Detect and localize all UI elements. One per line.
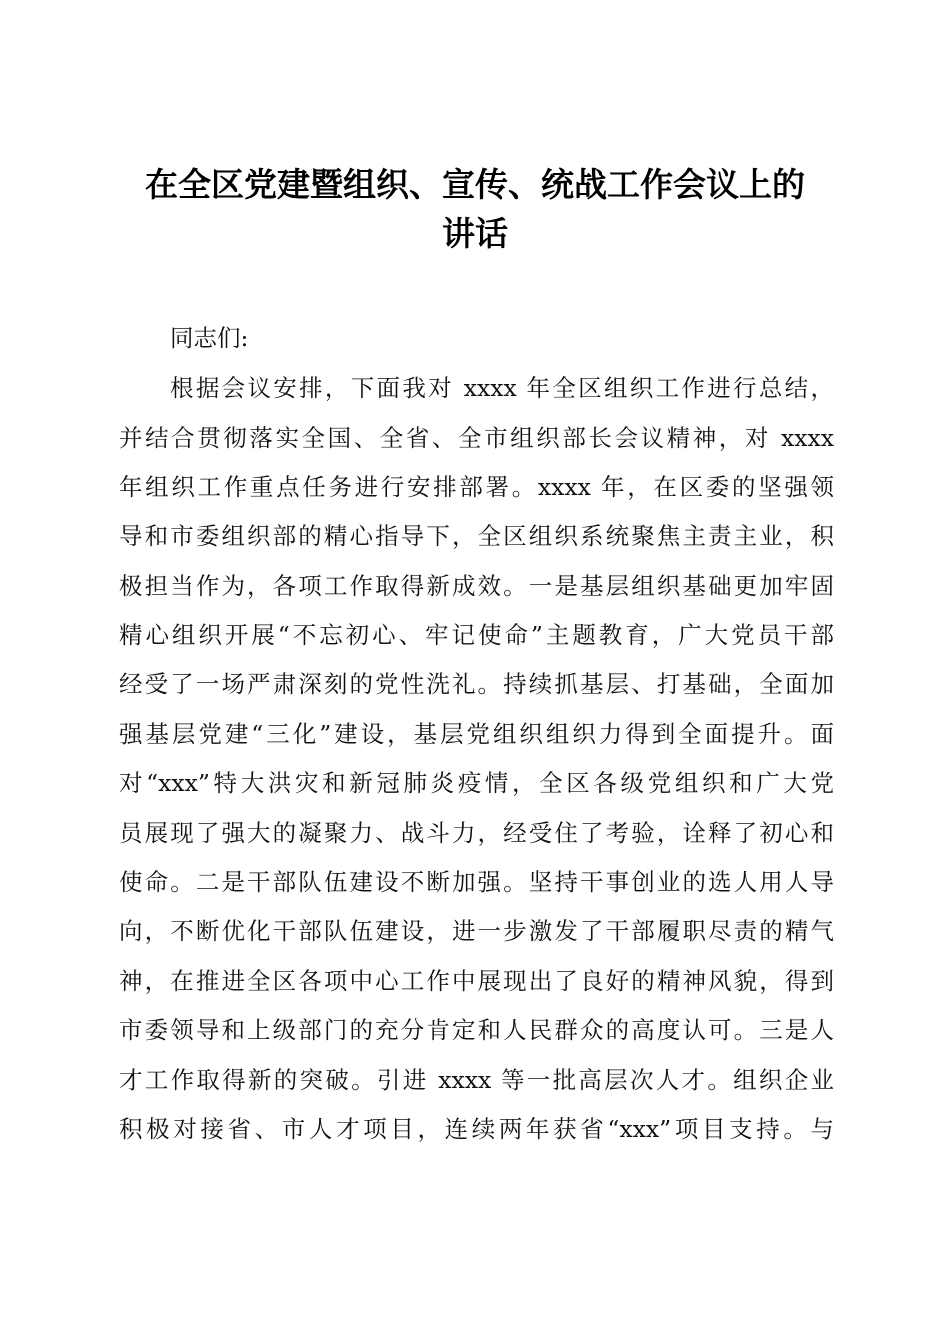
body-line: 精心组织开展“不忘初心、牢记使命”主题教育，广大党员干部: [119, 621, 834, 649]
document-title-line-1: 在全区党建暨组织、宣传、统战工作会议上的: [145, 165, 805, 204]
body-line: 经受了一场严肃深刻的党性洗礼。持续抓基层、打基础，全面加: [119, 670, 834, 698]
body-line: 才工作取得新的突破。引进 xxxx 等一批高层次人才。组织企业: [119, 1066, 834, 1094]
body-line: 根据会议安排，下面我对 xxxx 年全区组织工作进行总结，: [170, 374, 834, 402]
body-line: 并结合贯彻落实全国、全省、全市组织部长会议精神，对 xxxx: [119, 424, 834, 452]
body-line: 年组织工作重点任务进行安排部署。xxxx 年，在区委的坚强领: [119, 473, 834, 501]
body-line: 强基层党建“三化”建设，基层党组织组织力得到全面提升。面: [119, 720, 834, 748]
body-line: 使命。二是干部队伍建设不断加强。坚持干事创业的选人用人导: [119, 868, 834, 896]
body-line: 极担当作为，各项工作取得新成效。一是基层组织基础更加牢固: [119, 572, 834, 600]
body-line: 导和市委组织部的精心指导下，全区组织系统聚焦主责主业，积: [119, 522, 834, 550]
body-line: 员展现了强大的凝聚力、战斗力，经受住了考验，诠释了初心和: [119, 819, 834, 847]
body-line: 神，在推进全区各项中心工作中展现出了良好的精神风貌，得到: [119, 967, 834, 995]
body-line: 积极对接省、市人才项目，连续两年获省“xxx”项目支持。与: [119, 1115, 834, 1143]
document-title-line-2: 讲话: [442, 214, 508, 253]
salutation: 同志们:: [170, 324, 249, 352]
body-line: 市委领导和上级部门的充分肯定和人民群众的高度认可。三是人: [119, 1016, 834, 1044]
body-line: 对“xxx”特大洪灾和新冠肺炎疫情，全区各级党组织和广大党: [119, 769, 834, 797]
body-line: 向，不断优化干部队伍建设，进一步激发了干部履职尽责的精气: [119, 917, 834, 945]
